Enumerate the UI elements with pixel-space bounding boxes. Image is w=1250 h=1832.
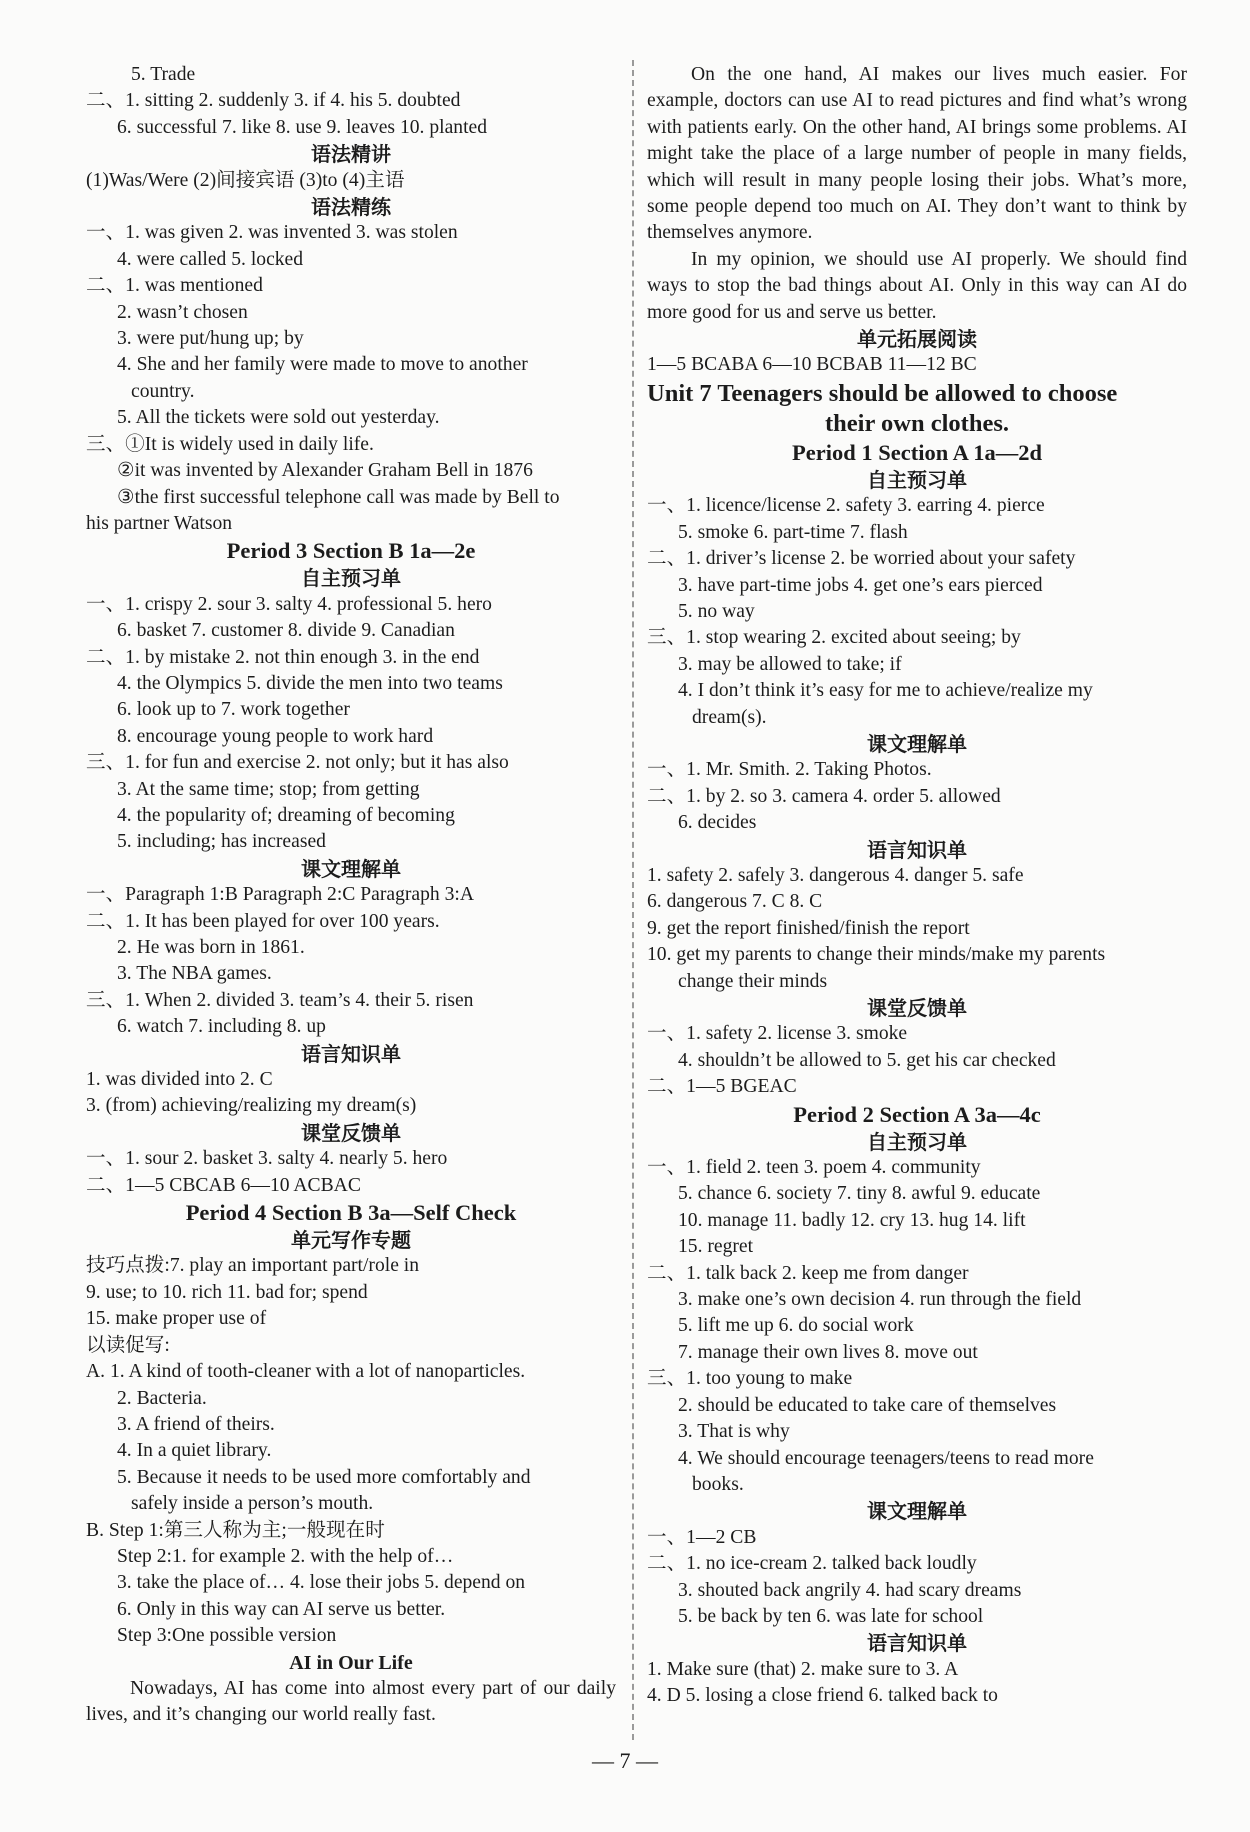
section-heading: 语言知识单 (867, 837, 967, 862)
answer-line: 二、1. driver’s license 2. be worried about your safety (647, 548, 1076, 570)
unit-title: their own clothes. (825, 409, 1009, 437)
section-heading: 自主预习单 (301, 566, 401, 591)
answer-line: 6. Only in this way can AI serve us better. (117, 1598, 446, 1620)
answer-line: 一、1. sour 2. basket 3. salty 4. nearly 5. hero (86, 1148, 448, 1170)
answer-line: 3. (from) achieving/realizing my dream(s) (86, 1095, 417, 1117)
answer-line: 15. regret (678, 1236, 754, 1258)
answer-line: 6. watch 7. including 8. up (117, 1016, 326, 1038)
answer-line: 二、1. by 2. so 3. camera 4. order 5. allowed (647, 785, 1001, 807)
right-column (647, 62, 1187, 1710)
answer-line: 三、1. for fun and exercise 2. not only; but it has also (86, 752, 509, 774)
unit-title: Unit 7 Teenagers should be allowed to choose (647, 379, 1118, 407)
answer-line: 5. be back by ten 6. was late for school (678, 1605, 984, 1627)
answer-line: 15. make proper use of (86, 1308, 267, 1330)
answer-line: 1—5 BCABA 6—10 BCBAB 11—12 BC (647, 354, 977, 376)
section-heading: 课文理解单 (867, 1499, 967, 1524)
answer-line: 4. We should encourage teenagers/teens to read more (678, 1447, 1094, 1469)
essay-title: AI in Our Life (289, 1651, 413, 1674)
answer-line: 7. manage their own lives 8. move out (678, 1341, 978, 1363)
answer-line: B. Step 1:第三人称为主;一般现在时 (86, 1519, 385, 1541)
section-heading: 课文理解单 (301, 856, 401, 881)
answer-line: 3. shouted back angrily 4. had scary dreams (678, 1579, 1022, 1601)
answer-line: 三、1. stop wearing 2. excited about seeing; by (647, 627, 1021, 649)
answer-line: 1. was divided into 2. C (86, 1069, 273, 1091)
answer-line: 6. dangerous 7. C 8. C (647, 891, 823, 913)
answer-line: 1. Make sure (that) 2. make sure to 3. A (647, 1658, 959, 1680)
answer-line: change their minds (678, 970, 828, 992)
answer-line: 2. He was born in 1861. (117, 937, 305, 958)
section-heading: 语法精练 (311, 195, 391, 220)
answer-line: 一、1. field 2. teen 3. poem 4. community (647, 1157, 981, 1179)
column-divider (632, 60, 634, 1740)
answer-line: 三、①It is widely used in daily life. (86, 433, 374, 455)
essay-paragraph: In my opinion, we should use AI properly. We should find ways to stop the bad things about AI. Only in this way can AI do more good for us and serve us better. (647, 248, 1187, 323)
answer-line: 3. were put/hung up; by (117, 328, 304, 350)
section-heading: 课堂反馈单 (867, 996, 967, 1020)
answer-line: 3. A friend of theirs. (117, 1413, 275, 1435)
answer-line: country. (131, 380, 195, 402)
answer-line: 4. were called 5. locked (117, 248, 304, 270)
answer-line: 9. get the report finished/finish the report (647, 917, 970, 939)
answer-line: 三、1. When 2. divided 3. team’s 4. their 5. risen (86, 989, 474, 1011)
answer-line: ②it was invented by Alexander Graham Bell in 1876 (117, 460, 533, 482)
answer-line: (1)Was/Were (2)间接宾语 (3)to (4)主语 (86, 169, 405, 191)
answer-line: 5. smoke 6. part-time 7. flash (678, 521, 908, 543)
answer-line: 二、1. sitting 2. suddenly 3. if 4. his 5. doubted (86, 90, 461, 112)
answer-line: 3. have part-time jobs 4. get one’s ears pierced (678, 574, 1043, 596)
answer-line: 3. At the same time; stop; from getting (117, 778, 420, 800)
answer-line: 一、1—2 CB (647, 1526, 757, 1548)
answer-line: 4. the Olympics 5. divide the men into two teams (117, 672, 503, 694)
section-heading: 语言知识单 (867, 1631, 967, 1656)
answer-line: 1. safety 2. safely 3. dangerous 4. danger 5. safe (647, 864, 1024, 886)
answer-line: safely inside a person’s mouth. (131, 1493, 374, 1515)
answer-line: 5. Trade (131, 64, 196, 85)
answer-line: 一、1. crispy 2. sour 3. salty 4. professional 5. hero (86, 593, 492, 615)
answer-line: Step 2:1. for example 2. with the help of… (117, 1545, 454, 1567)
answer-line: 6. look up to 7. work together (117, 699, 350, 721)
answer-line: 二、1. was mentioned (86, 275, 263, 297)
left-column (86, 62, 616, 1729)
answer-line: 二、1. no ice-cream 2. talked back loudly (647, 1553, 977, 1575)
answer-line: 6. basket 7. customer 8. divide 9. Canadian (117, 620, 455, 642)
answer-line: books. (692, 1473, 744, 1495)
essay-paragraph: Nowadays, AI has come into almost every part of our daily lives, and it’s changing our world really fast. (86, 1677, 616, 1726)
answer-line: 3. take the place of… 4. lose their jobs 5. depend on (117, 1572, 526, 1594)
section-heading: 自主预习单 (867, 1129, 967, 1154)
answer-line: 5. chance 6. society 7. tiny 8. awful 9. educate (678, 1183, 1041, 1205)
section-heading: 语法精讲 (311, 142, 391, 167)
answer-line: 5. Because it needs to be used more comfortably and (117, 1466, 531, 1488)
answer-line: his partner Watson (86, 512, 233, 534)
answer-line: 以读促写: (86, 1334, 170, 1356)
answer-line: 4. shouldn’t be allowed to 5. get his car checked (678, 1049, 1056, 1071)
answer-line: 一、Paragraph 1:B Paragraph 2:C Paragraph 3:A (86, 884, 474, 906)
answer-line: 二、1. by mistake 2. not thin enough 3. in the end (86, 646, 480, 668)
answer-line: 技巧点拨:7. play an important part/role in (86, 1255, 420, 1277)
answer-line: 一、1. Mr. Smith. 2. Taking Photos. (647, 759, 932, 781)
answer-line: 一、1. safety 2. license 3. smoke (647, 1023, 908, 1045)
answer-line: 4. She and her family were made to move to another (117, 354, 528, 376)
answer-line: 5. lift me up 6. do social work (678, 1315, 914, 1337)
period-heading: Period 4 Section B 3a—Self Check (185, 1200, 517, 1226)
answer-line: 二、1—5 CBCAB 6—10 ACBAC (86, 1174, 361, 1196)
answer-line: 三、1. too young to make (647, 1368, 853, 1390)
section-heading: 自主预习单 (867, 467, 967, 492)
answer-line: 4. In a quiet library. (117, 1440, 272, 1462)
section-heading: 语言知识单 (301, 1041, 401, 1066)
section-heading: 课堂反馈单 (301, 1120, 401, 1145)
answer-line: 9. use; to 10. rich 11. bad for; spend (86, 1281, 368, 1303)
page-number: — 7 — (592, 1748, 658, 1773)
period-heading: Period 3 Section B 1a—2e (226, 538, 476, 564)
answer-line: 二、1—5 BGEAC (647, 1076, 797, 1098)
answer-line: 5. no way (678, 600, 755, 622)
section-heading: 单元拓展阅读 (857, 327, 977, 352)
answer-line: 4. the popularity of; dreaming of becoming (117, 804, 455, 826)
answer-line: 6. decides (678, 812, 757, 834)
answer-line: 3. may be allowed to take; if (678, 653, 902, 675)
answer-line: 4. D 5. losing a close friend 6. talked back to (647, 1685, 998, 1707)
answer-line: 一、1. licence/license 2. safety 3. earring 4. pierce (647, 495, 1045, 517)
answer-line: A. 1. A kind of tooth-cleaner with a lot of nanoparticles. (86, 1361, 526, 1383)
answer-line: Step 3:One possible version (117, 1625, 337, 1647)
answer-line: 3. make one’s own decision 4. run through the field (678, 1289, 1082, 1311)
answer-line: 一、1. was given 2. was invented 3. was stolen (86, 222, 458, 244)
answer-line: dream(s). (692, 706, 767, 728)
answer-line: 6. successful 7. like 8. use 9. leaves 10. planted (117, 116, 488, 138)
answer-line: ③the first successful telephone call was made by Bell to (117, 486, 560, 508)
period-heading: Period 2 Section A 3a—4c (793, 1101, 1041, 1127)
answer-line: 2. Bacteria. (117, 1387, 207, 1409)
answer-line: 3. The NBA games. (117, 963, 272, 985)
answer-line: 2. wasn’t chosen (117, 301, 248, 323)
answer-line: 10. get my parents to change their minds/make my parents (647, 944, 1106, 966)
period-heading: Period 1 Section A 1a—2d (791, 439, 1042, 465)
answer-line: 2. should be educated to take care of themselves (678, 1394, 1057, 1416)
answer-line: 5. including; has increased (117, 831, 326, 853)
answer-line: 二、1. It has been played for over 100 years. (86, 910, 440, 932)
answer-line: 8. encourage young people to work hard (117, 725, 434, 747)
section-heading: 课文理解单 (867, 731, 967, 756)
section-heading: 单元写作专题 (291, 1228, 411, 1253)
answer-line: 4. I don’t think it’s easy for me to achieve/realize my (678, 680, 1093, 702)
answer-line: 10. manage 11. badly 12. cry 13. hug 14. lift (678, 1209, 1026, 1231)
essay-paragraph: On the one hand, AI makes our lives much easier. For example, doctors can use AI to read pictures and find what’s wrong with patients early. On the other hand, AI brings some problems. AI might take the place of a large number of people in many fields, which will result in many people losing their jobs. What’s more, some people depend too much on AI. They don’t want to think by themselves anymore. (647, 64, 1187, 244)
answer-line: 二、1. talk back 2. keep me from danger (647, 1262, 969, 1284)
answer-line: 5. All the tickets were sold out yesterday. (117, 407, 440, 429)
answer-line: 3. That is why (678, 1421, 790, 1443)
